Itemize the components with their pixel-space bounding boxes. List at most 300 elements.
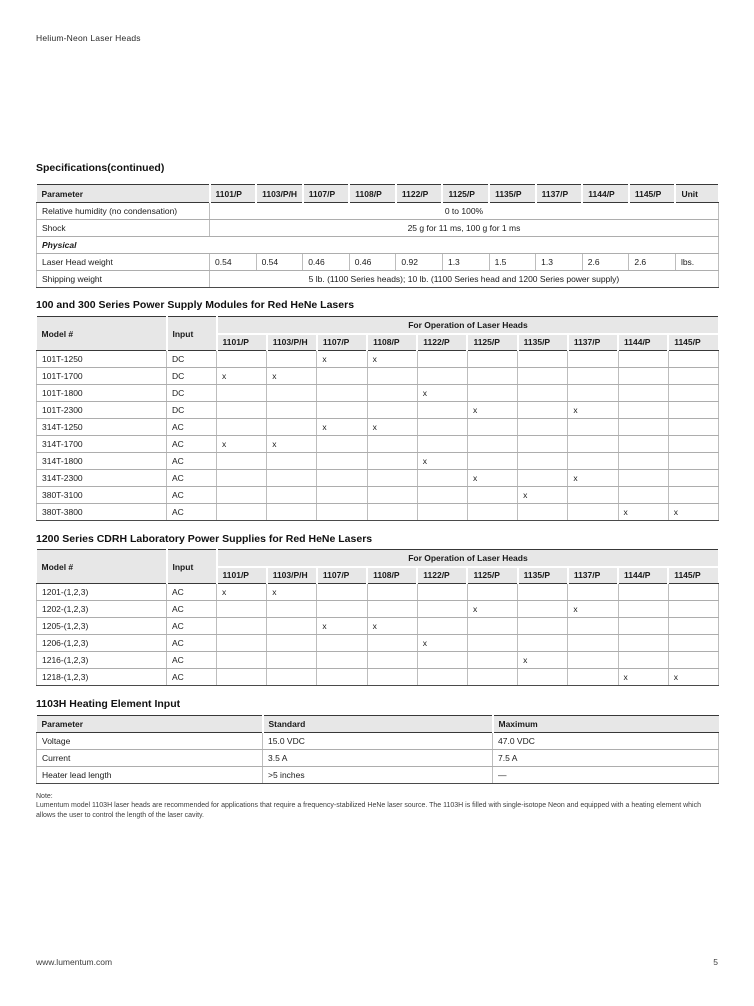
compat-mark-cell <box>367 601 417 618</box>
note-label: Note: <box>36 793 53 800</box>
value-cell: 5 lb. (1100 Series heads); 10 lb. (1100 Series head and 1200 Series power supply) <box>210 271 719 288</box>
compat-mark-cell <box>317 385 367 402</box>
model-cell: 101T-1700 <box>37 368 167 385</box>
column-header: 1145/P <box>629 185 676 203</box>
compat-mark-cell <box>217 669 267 686</box>
value-cell: 7.5 A <box>493 750 719 767</box>
compat-mark-cell <box>267 652 317 669</box>
compat-mark-cell <box>317 487 367 504</box>
compat-mark-cell <box>668 385 718 402</box>
model-cell: 101T-1250 <box>37 351 167 368</box>
column-header: Unit <box>675 185 718 203</box>
input-cell: AC <box>167 618 217 635</box>
section-label: Physical <box>37 237 719 254</box>
row-label: Shock <box>37 220 210 237</box>
input-cell: AC <box>167 504 217 521</box>
compat-mark-cell <box>417 669 467 686</box>
table-row <box>37 220 719 237</box>
column-header: Model # <box>37 550 167 584</box>
table-row <box>37 237 719 254</box>
input-cell: AC <box>167 419 217 436</box>
specs-table <box>36 184 719 288</box>
compat-mark-cell: x <box>467 470 517 487</box>
input-cell: AC <box>167 601 217 618</box>
compat-mark-cell: x <box>618 504 668 521</box>
compat-mark-cell: x <box>417 635 467 652</box>
compat-mark-cell <box>518 618 568 635</box>
column-header: 1125/P <box>467 334 517 351</box>
compat-mark-cell: x <box>217 584 267 601</box>
column-header: 1135/P <box>518 334 568 351</box>
model-cell: 314T-2300 <box>37 470 167 487</box>
compat-mark-cell <box>367 652 417 669</box>
compat-mark-cell <box>518 368 568 385</box>
compat-mark-cell <box>317 584 367 601</box>
compat-mark-cell <box>217 504 267 521</box>
compat-mark-cell <box>518 402 568 419</box>
input-cell: AC <box>167 652 217 669</box>
column-header: 1101/P <box>217 567 267 584</box>
value-cell: 2.6 <box>629 254 676 271</box>
model-cell: 1206-(1,2,3) <box>37 635 167 652</box>
column-header: 1101/P <box>217 334 267 351</box>
compat-mark-cell <box>417 470 467 487</box>
compat-mark-cell <box>417 584 467 601</box>
compat-mark-cell: x <box>467 402 517 419</box>
value-cell: 1.3 <box>442 254 489 271</box>
compat-mark-cell <box>568 487 618 504</box>
compat-mark-cell <box>568 368 618 385</box>
compat-mark-cell: x <box>367 419 417 436</box>
column-header: 1101/P <box>210 185 257 203</box>
row-label: Relative humidity (no condensation) <box>37 203 210 220</box>
column-header: 1108/P <box>349 185 396 203</box>
compat-mark-cell <box>618 652 668 669</box>
compat-mark-cell: x <box>568 402 618 419</box>
value-cell: >5 inches <box>263 767 493 784</box>
value-cell: 0.46 <box>303 254 350 271</box>
compat-mark-cell <box>317 453 367 470</box>
compat-mark-cell <box>417 601 467 618</box>
compat-mark-cell <box>568 669 618 686</box>
compat-mark-cell: x <box>367 618 417 635</box>
column-header: 1103/P/H <box>256 185 303 203</box>
value-cell: 25 g for 11 ms, 100 g for 1 ms <box>210 220 719 237</box>
compat-mark-cell: x <box>417 385 467 402</box>
compat-mark-cell: x <box>417 453 467 470</box>
supply-1200-table <box>36 549 719 686</box>
input-cell: AC <box>167 436 217 453</box>
input-cell: AC <box>167 453 217 470</box>
compat-mark-cell: x <box>467 601 517 618</box>
column-header: 1144/P <box>618 334 668 351</box>
compat-mark-cell: x <box>568 470 618 487</box>
value-cell: 0.92 <box>396 254 443 271</box>
compat-mark-cell <box>367 470 417 487</box>
model-cell: 314T-1800 <box>37 453 167 470</box>
compat-mark-cell <box>217 385 267 402</box>
compat-mark-cell <box>417 487 467 504</box>
compat-mark-cell <box>467 436 517 453</box>
compat-mark-cell <box>417 504 467 521</box>
column-header: Model # <box>37 317 167 351</box>
compat-mark-cell <box>467 652 517 669</box>
compat-mark-cell <box>217 470 267 487</box>
compat-mark-cell <box>618 385 668 402</box>
compat-mark-cell <box>568 385 618 402</box>
column-header: 1107/P <box>317 567 367 584</box>
model-cell: 380T-3800 <box>37 504 167 521</box>
compat-mark-cell <box>568 504 618 521</box>
model-cell: 380T-3100 <box>37 487 167 504</box>
column-header: 1125/P <box>442 185 489 203</box>
table-row <box>37 635 719 652</box>
supply-100-300-table <box>36 316 719 521</box>
compat-mark-cell: x <box>367 351 417 368</box>
compat-mark-cell <box>317 601 367 618</box>
column-header: 1145/P <box>668 334 718 351</box>
row-label: Laser Head weight <box>37 254 210 271</box>
compat-mark-cell <box>518 470 568 487</box>
compat-mark-cell <box>217 652 267 669</box>
value-cell: 1.3 <box>536 254 583 271</box>
compat-mark-cell <box>467 487 517 504</box>
column-header: 1137/P <box>568 334 618 351</box>
row-label: Shipping weight <box>37 271 210 288</box>
compat-mark-cell <box>417 402 467 419</box>
compat-mark-cell <box>568 453 618 470</box>
compat-mark-cell <box>267 618 317 635</box>
compat-mark-cell <box>217 618 267 635</box>
input-cell: DC <box>167 402 217 419</box>
compat-mark-cell <box>467 419 517 436</box>
compat-mark-cell: x <box>317 351 367 368</box>
compat-mark-cell <box>417 652 467 669</box>
compat-mark-cell: x <box>568 601 618 618</box>
compat-mark-cell <box>467 368 517 385</box>
compat-mark-cell <box>518 601 568 618</box>
compat-mark-cell: x <box>317 419 367 436</box>
table-row <box>37 271 719 288</box>
compat-mark-cell: x <box>518 652 568 669</box>
compat-mark-cell: x <box>317 618 367 635</box>
value-cell: 0.46 <box>349 254 396 271</box>
model-cell: 1216-(1,2,3) <box>37 652 167 669</box>
compat-mark-cell <box>367 635 417 652</box>
table-row <box>37 584 719 601</box>
model-cell: 1201-(1,2,3) <box>37 584 167 601</box>
compat-mark-cell <box>518 584 568 601</box>
compat-mark-cell <box>668 470 718 487</box>
value-cell: 2.6 <box>582 254 629 271</box>
compat-mark-cell <box>518 419 568 436</box>
table-row <box>37 402 719 419</box>
compat-mark-cell <box>618 402 668 419</box>
model-cell: 101T-2300 <box>37 402 167 419</box>
compat-mark-cell <box>267 487 317 504</box>
column-header: 1145/P <box>668 567 718 584</box>
compat-mark-cell <box>668 351 718 368</box>
compat-mark-cell <box>267 504 317 521</box>
column-header: Parameter <box>37 185 210 203</box>
compat-mark-cell <box>518 436 568 453</box>
compat-mark-cell <box>217 635 267 652</box>
compat-mark-cell <box>267 669 317 686</box>
specs-section-title: Specifications(continued) <box>36 162 165 174</box>
table-row <box>37 453 719 470</box>
compat-mark-cell <box>568 436 618 453</box>
page-footer <box>36 957 718 967</box>
table-row <box>37 385 719 402</box>
compat-mark-cell <box>668 436 718 453</box>
compat-mark-cell <box>618 635 668 652</box>
input-cell: AC <box>167 487 217 504</box>
column-header: Input <box>167 550 217 584</box>
compat-mark-cell <box>367 385 417 402</box>
compat-mark-cell <box>417 419 467 436</box>
compat-mark-cell <box>267 635 317 652</box>
compat-mark-cell: x <box>267 584 317 601</box>
compat-mark-cell <box>568 652 618 669</box>
compat-mark-cell <box>367 402 417 419</box>
compat-mark-cell <box>367 487 417 504</box>
table-row <box>37 750 719 767</box>
model-cell: 314T-1700 <box>37 436 167 453</box>
compat-mark-cell <box>568 419 618 436</box>
compat-mark-cell: x <box>618 669 668 686</box>
compat-mark-cell <box>467 635 517 652</box>
compat-mark-cell: x <box>267 368 317 385</box>
column-header: 1137/P <box>536 185 583 203</box>
input-cell: DC <box>167 351 217 368</box>
compat-mark-cell <box>467 351 517 368</box>
compat-mark-cell <box>618 618 668 635</box>
compat-mark-cell <box>568 635 618 652</box>
compat-mark-cell <box>618 453 668 470</box>
compat-mark-cell <box>217 487 267 504</box>
compat-mark-cell <box>367 368 417 385</box>
compat-mark-cell <box>668 635 718 652</box>
table-row <box>37 419 719 436</box>
column-header: Standard <box>263 716 493 733</box>
compat-mark-cell <box>518 453 568 470</box>
group-header: For Operation of Laser Heads <box>217 317 719 334</box>
row-label: Current <box>37 750 263 767</box>
compat-mark-cell <box>367 436 417 453</box>
compat-mark-cell <box>618 601 668 618</box>
column-header: Input <box>167 317 217 351</box>
compat-mark-cell <box>518 385 568 402</box>
value-cell: 15.0 VDC <box>263 733 493 750</box>
column-header: 1122/P <box>417 567 467 584</box>
table-row <box>37 669 719 686</box>
input-cell: AC <box>167 635 217 652</box>
compat-mark-cell <box>668 453 718 470</box>
compat-mark-cell <box>518 351 568 368</box>
compat-mark-cell <box>668 487 718 504</box>
compat-mark-cell <box>618 470 668 487</box>
value-cell: — <box>493 767 719 784</box>
compat-mark-cell <box>367 669 417 686</box>
compat-mark-cell <box>417 618 467 635</box>
row-label: Heater lead length <box>37 767 263 784</box>
compat-mark-cell <box>217 419 267 436</box>
input-cell: AC <box>167 470 217 487</box>
compat-mark-cell: x <box>668 669 718 686</box>
compat-mark-cell: x <box>668 504 718 521</box>
table-row <box>37 487 719 504</box>
compat-mark-cell <box>467 504 517 521</box>
compat-mark-cell <box>618 419 668 436</box>
compat-mark-cell <box>467 669 517 686</box>
compat-mark-cell <box>367 504 417 521</box>
compat-mark-cell <box>217 601 267 618</box>
page-header-title: Helium-Neon Laser Heads <box>36 33 141 43</box>
compat-mark-cell <box>467 584 517 601</box>
compat-mark-cell <box>317 652 367 669</box>
column-header: Parameter <box>37 716 263 733</box>
note-block <box>36 792 720 820</box>
compat-mark-cell <box>568 584 618 601</box>
supply-100-300-title: 100 and 300 Series Power Supply Modules for Red HeNe Lasers <box>36 299 355 311</box>
heating-section-title: 1103H Heating Element Input <box>36 698 181 710</box>
compat-mark-cell <box>367 453 417 470</box>
table-row <box>37 436 719 453</box>
input-cell: AC <box>167 669 217 686</box>
table-row <box>37 368 719 385</box>
column-header: 1107/P <box>317 334 367 351</box>
table-row <box>37 618 719 635</box>
compat-mark-cell <box>267 419 317 436</box>
compat-mark-cell <box>668 618 718 635</box>
compat-mark-cell <box>317 436 367 453</box>
input-cell: AC <box>167 584 217 601</box>
table-row <box>37 504 719 521</box>
column-header: 1135/P <box>489 185 536 203</box>
compat-mark-cell <box>518 669 568 686</box>
compat-mark-cell <box>267 402 317 419</box>
row-label: Voltage <box>37 733 263 750</box>
value-cell: 47.0 VDC <box>493 733 719 750</box>
compat-mark-cell <box>668 419 718 436</box>
compat-mark-cell <box>618 351 668 368</box>
compat-mark-cell <box>267 453 317 470</box>
compat-mark-cell <box>367 584 417 601</box>
compat-mark-cell <box>668 601 718 618</box>
compat-mark-cell <box>467 385 517 402</box>
compat-mark-cell <box>267 385 317 402</box>
compat-mark-cell <box>518 504 568 521</box>
column-header: 1125/P <box>467 567 517 584</box>
compat-mark-cell <box>317 635 367 652</box>
column-header: 1144/P <box>582 185 629 203</box>
compat-mark-cell <box>417 436 467 453</box>
compat-mark-cell <box>618 436 668 453</box>
column-header: 1108/P <box>367 334 417 351</box>
value-cell: lbs. <box>675 254 718 271</box>
column-header: 1122/P <box>396 185 443 203</box>
compat-mark-cell: x <box>217 368 267 385</box>
compat-mark-cell <box>417 368 467 385</box>
compat-mark-cell <box>618 487 668 504</box>
page-number: 5 <box>713 957 718 967</box>
compat-mark-cell <box>467 618 517 635</box>
compat-mark-cell <box>267 470 317 487</box>
model-cell: 314T-1250 <box>37 419 167 436</box>
footer-url-link[interactable]: www.lumentum.com <box>36 957 113 967</box>
table-row <box>37 733 719 750</box>
compat-mark-cell <box>417 351 467 368</box>
column-header: 1103/P/H <box>267 567 317 584</box>
table-row <box>37 470 719 487</box>
table-row <box>37 351 719 368</box>
compat-mark-cell: x <box>518 487 568 504</box>
compat-mark-cell <box>317 470 367 487</box>
value-cell: 0.54 <box>256 254 303 271</box>
column-header: 1122/P <box>417 334 467 351</box>
value-cell: 0 to 100% <box>210 203 719 220</box>
compat-mark-cell: x <box>267 436 317 453</box>
input-cell: DC <box>167 368 217 385</box>
value-cell: 0.54 <box>210 254 257 271</box>
column-header: 1108/P <box>367 567 417 584</box>
table-row <box>37 652 719 669</box>
column-header: 1107/P <box>303 185 350 203</box>
column-header: Maximum <box>493 716 719 733</box>
compat-mark-cell <box>618 584 668 601</box>
table-row <box>37 254 719 271</box>
model-cell: 1202-(1,2,3) <box>37 601 167 618</box>
compat-mark-cell <box>467 453 517 470</box>
table-row <box>37 601 719 618</box>
column-header: 1137/P <box>568 567 618 584</box>
compat-mark-cell <box>267 351 317 368</box>
compat-mark-cell <box>618 368 668 385</box>
compat-mark-cell: x <box>217 436 267 453</box>
compat-mark-cell <box>568 618 618 635</box>
compat-mark-cell <box>518 635 568 652</box>
compat-mark-cell <box>217 453 267 470</box>
compat-mark-cell <box>317 402 367 419</box>
model-cell: 1205-(1,2,3) <box>37 618 167 635</box>
table-row <box>37 767 719 784</box>
compat-mark-cell <box>317 669 367 686</box>
compat-mark-cell <box>317 504 367 521</box>
compat-mark-cell <box>668 368 718 385</box>
column-header: 1135/P <box>518 567 568 584</box>
value-cell: 3.5 A <box>263 750 493 767</box>
value-cell: 1.5 <box>489 254 536 271</box>
compat-mark-cell <box>217 351 267 368</box>
compat-mark-cell <box>568 351 618 368</box>
column-header: 1103/P/H <box>267 334 317 351</box>
column-header: 1144/P <box>618 567 668 584</box>
supply-1200-title: 1200 Series CDRH Laboratory Power Supplies for Red HeNe Lasers <box>36 533 373 545</box>
compat-mark-cell <box>267 601 317 618</box>
compat-mark-cell <box>668 652 718 669</box>
compat-mark-cell <box>317 368 367 385</box>
compat-mark-cell <box>217 402 267 419</box>
compat-mark-cell <box>668 584 718 601</box>
note-text: Lumentum model 1103H laser heads are recommended for applications that require a frequency-stabilized HeNe laser source. The 1103H is filled with single-isotope Neon and equipped with a heating element which allows the user to control the length of the laser cavity. <box>36 802 701 819</box>
model-cell: 101T-1800 <box>37 385 167 402</box>
compat-mark-cell <box>668 402 718 419</box>
model-cell: 1218-(1,2,3) <box>37 669 167 686</box>
table-row <box>37 203 719 220</box>
heating-table <box>36 715 719 784</box>
group-header: For Operation of Laser Heads <box>217 550 719 567</box>
input-cell: DC <box>167 385 217 402</box>
